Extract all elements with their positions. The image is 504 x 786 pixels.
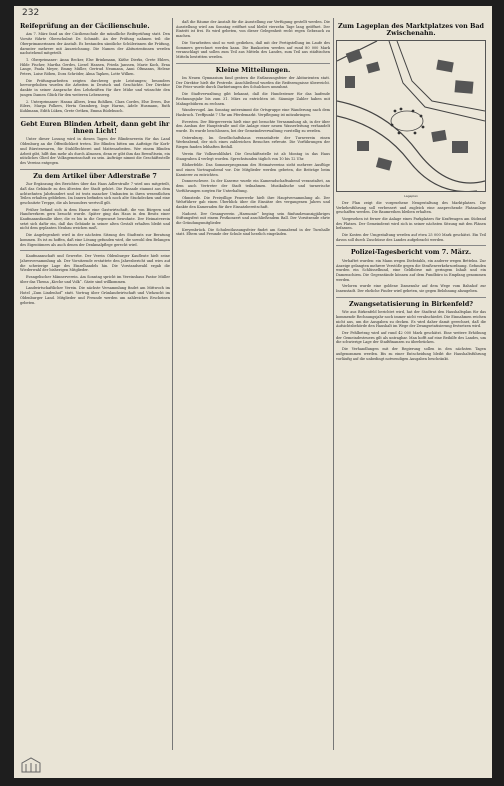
- article-paragraph: Verhaftet wurden: ein Mann wegen Diebstahls, ein anderer wegen Bettelns. Zur Anzeige gelangten mehrere Verstöße gegen die Straßenverkehrsordnung. Gefunden wurden ein Schlüsselbund, eine Geldbörse mit geringem Inhalt und ein Damenschirm. Die Gegenstände können auf dem Fundbüro in Empfang genommen werden.: [336, 258, 486, 282]
- article-divider: [20, 250, 170, 251]
- article-divider: [176, 63, 330, 64]
- article-headline: Gebt Euren Blinden Arbeit, dann gebt ihr ihnen Licht!: [20, 119, 170, 136]
- map-drawing: [337, 41, 485, 191]
- article-paragraph: Eversten. Der Bürgerverein hielt eine gut besuchte Versammlung ab, in der über den Ausbau der Hauptstraße und die Anlage einer neuen Wasserleitung verhandelt wurde. Es wurde beschlossen, bei der Gemeindeverwaltung vorstellig zu werden.: [176, 119, 330, 134]
- article-paragraph: 1. Oberprimaner: Anna Becker, Else Brinkmann, Käthe Dierks, Grete Ehlers, Hilde Fischer, Martha Gerdes, Liesel Hansen, Frieda Janssen, Marie Koch, Erna Lange, Paula Meyer, Emmy Müller, Gertrud Neumann, Anni Oltmanns, Helene Peters, Luise Röben, Dora Schröder, Alma Tapken, Lotte Wilken.: [20, 57, 170, 77]
- article-paragraph: Der Fehlbetrag wird auf rund 42 000 Mark geschätzt. Eine weitere Erhöhung der Gemeindesteuern gilt als untragbar. Man hofft auf eine Beihilfe des Landes, um die schwierige Lage der Stadtfinanzen zu überbrücken.: [336, 330, 486, 345]
- article-paragraph: Am 7. März fand an der Cäcilienschule die mündliche Reifeprüfung statt. Den Vorsitz führte Oberschulrat Dr. Schmidt. An der Prüfung nahmen teil: die Oberprimanerinnen der Anstalt. Es bestanden sämtliche Schülerinnen die Prüfung, darunter mehrere mit Auszeichnung. Die Namen der Abiturientinnen werden nachstehend mitgeteilt.: [20, 32, 170, 56]
- map-caption: Lageplan: [404, 193, 418, 198]
- article-divider: [20, 117, 170, 118]
- article-paragraph: Kreyenbrück. Die Schulentlassungsfeier findet am Sonnabend in der Turnhalle statt. Eltern und Freunde der Schule sind herzlich eingeladen.: [176, 227, 330, 237]
- article-paragraph: Die Angelegenheit wird in der nächsten Sitzung des Stadtrats zur Beratung kommen. Es ist zu hoffen, daß eine Lösung gefunden wird, die sowohl den Belangen des Eigentümers als auch denen der Denkmalpflege gerecht wird.: [20, 233, 170, 247]
- article-divider: [20, 169, 170, 170]
- article-headline: Kleine Mitteilungen.: [215, 65, 291, 74]
- article-paragraph: Verein für Volkswohlfahrt. Die Geschäftsstelle ist ab Montag in das Haus Staugraben 4 verlegt worden. Sprechstunden täglich von 10 bis 12 Uhr.: [176, 151, 330, 161]
- article-paragraph: Die Vorarbeiten sind so weit gediehen, daß mit der Fertigstellung im Laufe des Sommers gerechnet werden kann. Die Baukosten werden auf rund 80 000 Mark veranschlagt und sollen zum Teil aus Mitteln des Landes, zum Teil aus städtischen Mitteln bestritten werden.: [176, 40, 330, 59]
- article-divider: [336, 297, 486, 298]
- article-paragraph: Der Plan zeigt die vorgesehene Neugestaltung des Marktplatzes. Die Verkehrsführung soll verbessert und zugleich eine ansprechende Platzanlage geschaffen werden. Die Baumreihen bleiben erhalten.: [336, 200, 486, 215]
- article-headline: Zum Lageplan des Marktplatzes von Bad Zwischenahn.: [337, 22, 485, 38]
- article-paragraph: Ohmstede. Die Freiwillige Feuerwehr hielt ihre Hauptversammlung ab. Der Wehrführer gab einen Überblick über die Einsätze des vergangenen Jahres und dankte den Kameraden für ihre Einsatzbereitschaft.: [176, 195, 330, 209]
- column-left: [20, 20, 170, 750]
- article-paragraph: Kaufmannschaft und Gewerbe. Der Verein Oldenburger Kaufleute hielt seine Jahresversammlung ab. Der Vorsitzende erstattete den Jahresbericht und wies auf die schwierige Lage des Einzelhandels hin. Die Vorstandswahl ergab die Wiederwahl der bisherigen Mitglieder.: [20, 254, 170, 273]
- article-paragraph: Vorgesehen ist ferner die Anlage eines Parkplatzes für Kraftwagen am Südrand des Platzes. Der Gemeinderat wird sich in seiner nächsten Sitzung mit den Plänen befassen.: [336, 216, 486, 231]
- article-paragraph: Donnerschwee. In der Kaserne wurde ein Kameradschaftsabend veranstaltet, an dem auch Vertreter der Stadt teilnahmen. Musikalische und turnerische Vorführungen sorgten für Unterhaltung.: [176, 179, 330, 193]
- article-paragraph: 2. Unterprimaner: Hanna Albers, Irma Bohlken, Clara Cordes, Else Drees, Ilse Eilers, Marga Folkers, Herta Gramberg, Inge Harms, Adele Husmann, Ruth Kuhlmann, Edith Lüken, Grete Oetken, Emma Rüdebusch.: [20, 99, 170, 113]
- article-headline: Reifeprüfung an der Cäcilienschule.: [20, 22, 150, 30]
- article-paragraph: daß die Räume der Anstalt für die Ausstellung zur Verfügung gestellt werden. Die Ausstellung wird am Sonntag eröffnet und bleibt vierzehn Tage lang geöffnet. Der Eintritt ist frei. Es wird gebeten, von dieser Gelegenheit recht regen Gebrauch zu machen.: [176, 20, 330, 39]
- page-number: 232: [22, 8, 40, 18]
- article-paragraph: Unter dieser Losung wird in diesen Tagen der Blindenverein für das Land Oldenburg an die Öffentlichkeit treten. Die Blinden bitten um Aufträge für Korb- und Bürstenwaren, für Stuhlflechterei und Mattenarbeiten. Wer einem Blinden Arbeit gibt, hilft ihm mehr als durch Almosen, denn er gibt ihm das Bewußtsein, ein nützliches Glied der Volksgemeinschaft zu sein. Aufträge nimmt die Geschäftsstelle des Vereins entgegen.: [20, 137, 170, 165]
- article-paragraph: Zur Ergänzung des Berichtes über das Haus Adlerstraße 7 wird uns mitgeteilt, daß das Gebäude zu den ältesten der Stadt gehört. Die Fassade stammt aus dem achtzehnten Jahrhundert und ist trotz mancher Umbauten in ihren wesentlichen Teilen erhalten geblieben. Im Innern befinden sich noch alte Stuckdecken und eine geschnitzte Treppe, die als besonders wertvoll gilt.: [20, 182, 170, 205]
- article-headline: Zu dem Artikel über Adlerstraße 7: [33, 171, 157, 180]
- article-paragraph: Im Neuen Gymnasium fand gestern die Entlassungsfeier der Abiturienten statt. Der Direktor hielt die Festrede. Anschließend wurden die Reifezeugnisse überreicht. Die Feier wurde durch Darbietungen des Schulchors umrahmt.: [176, 76, 330, 90]
- article-paragraph: Früher befand sich in dem Hause eine Gastwirtschaft, die von Bürgern und Handwerkern gern besucht wurde. Später ging das Haus in den Besitz einer Kaufmannsfamilie über, die es bis in die Gegenwart bewohnte. Der Heimatverein setzt sich dafür ein, daß das Gebäude in seiner alten Gestalt erhalten bleibt und nicht dem geplanten Neubau weichen muß.: [20, 207, 170, 231]
- article-paragraph: Verloren wurde eine goldene Damenuhr auf dem Wege vom Bahnhof zur Innenstadt. Der ehrliche Finder wird gebeten, sie gegen Belohnung abzugeben.: [336, 284, 486, 294]
- column-rule: [333, 18, 334, 750]
- site-plan-map: [336, 40, 486, 192]
- article-paragraph: Die Kosten der Umgestaltung werden auf etwa 25 000 Mark geschätzt. Ein Teil davon soll durch Zuschüsse des Landes aufgebracht werden.: [336, 233, 486, 242]
- article-paragraph: Die Prüfungsarbeiten zeigten durchweg gute Leistungen; besonders hervorgehoben wurden die Arbeiten in Deutsch und Geschichte. Der Direktor dankte in seiner Ansprache den Lehrkräften für ihre Mühe und wünschte den jungen Damen Glück für den weiteren Lebensweg.: [20, 78, 170, 97]
- article-paragraph: Die Verhandlungen mit der Regierung sollen in den nächsten Tagen aufgenommen werden. Bis zu einer Entscheidung bleibt die Haushaltsführung vorläufig auf die unbedingt notwendigen Ausgaben beschränkt.: [336, 347, 486, 361]
- article-paragraph: Bloherfelde. Das Sommerprogramm des Heimatvereins sieht mehrere Ausflüge und einen Vortragsabend vor. Die Mitglieder werden gebeten, die Beiträge beim Kassierer zu entrichten.: [176, 163, 330, 177]
- article-paragraph: Evangelischer Männerverein. Am Sonntag spricht im Vereinshaus Pastor Müller über das Thema „Kirche und Volk“. Gäste sind willkommen.: [20, 275, 170, 284]
- column-right: [336, 20, 486, 750]
- article-divider: [336, 245, 486, 246]
- article-paragraph: Wandervogel. Am Sonntag unternimmt die Ortsgruppe eine Wanderung nach dem Hasbruch. Treffpunkt 7 Uhr am Pferdemarkt. Verpflegung ist mitzubringen.: [176, 108, 330, 117]
- column-middle: [176, 20, 330, 750]
- column-rule: [172, 18, 173, 750]
- article-paragraph: Landwirtschaftlicher Verein. Die nächste Versammlung findet am Mittwoch im Hotel „Zum Lindenhof“ statt. Vortrag über Grünlandwirtschaft und Viehzucht im Oldenburger Land. Mitglieder und Freunde werden um zahlreiches Erscheinen gebeten.: [20, 286, 170, 305]
- article-paragraph: Wie aus Birkenfeld berichtet wird, hat der Stadtrat den Haushaltsplan für das kommende Rechnungsjahr noch immer nicht verabschiedet. Die Einnahmen reichen nicht aus, um die Ausgaben zu decken. Es wird daher damit gerechnet, daß die Aufsichtsbehörde den Haushalt im Wege der Zwangsetatisierung festsetzen wird.: [336, 310, 486, 329]
- article-paragraph: Osternburg. Im Gesellschaftshaus veranstaltete der Turnverein einen Werbeabend, der sich eines zahlreichen Besuches erfreute. Die Vorführungen der Riegen fanden lebhaften Beifall.: [176, 135, 330, 150]
- archive-logo-icon: [20, 756, 42, 774]
- article-paragraph: Nadorst. Der Gesangverein „Harmonie“ beging sein fünfundzwanzigjähriges Stiftungsfest mit einem Festkonzert und anschließendem Ball. Der Vorsitzende ehrte die Gründungsmitglieder.: [176, 211, 330, 226]
- article-headline: Polizei-Tagesbericht vom 7. März.: [350, 248, 472, 257]
- article-paragraph: Die Stadtverwaltung gibt bekannt, daß die Hundesteuer für das laufende Rechnungsjahr bis zum 31. März zu entrichten ist. Säumige Zahler haben mit Mahngebühren zu rechnen.: [176, 92, 330, 106]
- article-headline: Zwangsetatisierung in Birkenfeld?: [348, 299, 474, 308]
- newspaper-page: [14, 6, 492, 778]
